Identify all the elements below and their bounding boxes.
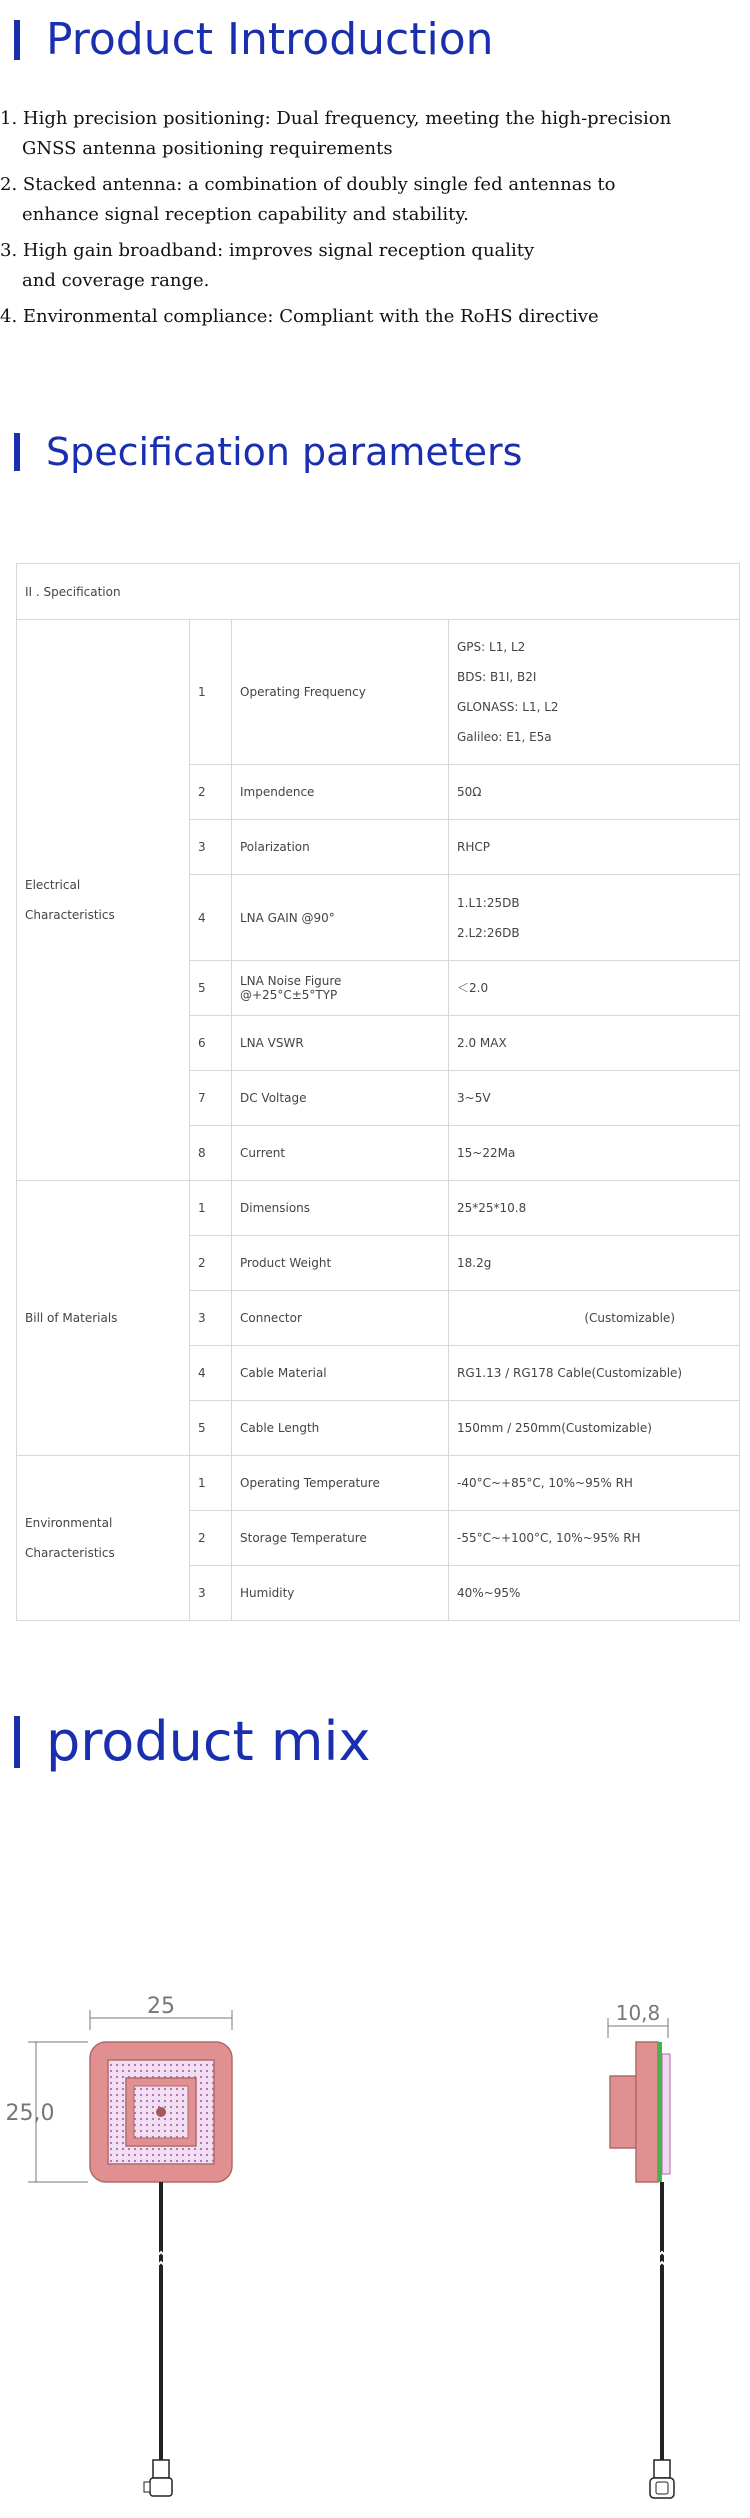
- spec-param-value: [449, 1181, 740, 1236]
- spec-param-value: [449, 875, 740, 961]
- side-radiator: [610, 2076, 636, 2148]
- thickness-dimension-label: 10,8: [615, 2001, 661, 2025]
- spec-value-line: RG1.13 / RG178 Cable(Customizable): [457, 1366, 683, 1380]
- spec-row-number: 8: [190, 1126, 232, 1181]
- intro-item-line: 4. Environmental compliance: Compliant with the RoHS directive: [0, 306, 599, 327]
- spec-row: [17, 620, 740, 765]
- spec-param-name: Cable Material: [232, 1346, 449, 1401]
- spec-group-name-line: Characteristics: [25, 1546, 115, 1560]
- spec-value-line: BDS: B1I, B2I: [457, 670, 537, 684]
- spec-value-line: GLONASS: L1, L2: [457, 700, 559, 714]
- width-dimension-label: 25: [147, 1994, 175, 2019]
- spec-value-line: 40%~95%: [457, 1586, 521, 1600]
- spec-row-number: 7: [190, 1071, 232, 1126]
- intro-item-line: 2. Stacked antenna: a combination of doubly single fed antennas to: [0, 174, 616, 195]
- spec-table: [16, 563, 740, 1621]
- spec-value-line: GPS: L1, L2: [457, 640, 526, 654]
- spec-param-name: DC Voltage: [232, 1071, 449, 1126]
- spec-value-line: 15~22Ma: [457, 1146, 516, 1160]
- spec-param-name: Impendence: [232, 765, 449, 820]
- spec-param-name: Operating Frequency: [232, 620, 449, 765]
- intro-list: [0, 104, 740, 338]
- spec-row-number: 4: [190, 1346, 232, 1401]
- heading-bar-icon: [14, 433, 20, 471]
- spec-group-name-line: Characteristics: [25, 908, 115, 922]
- side-body: [636, 2042, 658, 2182]
- spec-param-name: Humidity: [232, 1566, 449, 1621]
- height-dimension-label: 25,0: [5, 2101, 55, 2126]
- shield-layer: [662, 2054, 670, 2174]
- heading-bar-icon: [14, 1716, 20, 1768]
- mix-heading-text: product mix: [46, 1710, 371, 1773]
- spec-param-value: [449, 765, 740, 820]
- intro-item-line: enhance signal reception capability and stability.: [22, 204, 469, 225]
- spec-heading: [14, 430, 522, 474]
- spec-param-name: Product Weight: [232, 1236, 449, 1291]
- spec-param-value: [449, 1346, 740, 1401]
- spec-row-number: 2: [190, 1236, 232, 1291]
- spec-param-name: LNA Noise Figure @+25°C±5°TYP: [232, 961, 449, 1016]
- spec-row-number: 2: [190, 765, 232, 820]
- intro-item: [0, 104, 740, 164]
- spec-value-line: (Customizable): [584, 1311, 675, 1325]
- connector-icon: [654, 2460, 670, 2478]
- intro-heading: [14, 14, 494, 65]
- intro-item-line: and coverage range.: [22, 270, 210, 291]
- spec-param-name: Dimensions: [232, 1181, 449, 1236]
- spec-row-number: 1: [190, 1456, 232, 1511]
- spec-row-number: 1: [190, 620, 232, 765]
- spec-row-number: 4: [190, 875, 232, 961]
- spec-row-number: 6: [190, 1016, 232, 1071]
- spec-row-number: 5: [190, 961, 232, 1016]
- spec-param-value: [449, 1016, 740, 1071]
- spec-param-name: LNA GAIN @90°: [232, 875, 449, 961]
- spec-value-line: 2.L2:26DB: [457, 925, 520, 940]
- spec-row-number: 5: [190, 1401, 232, 1456]
- spec-group-name-line: Bill of Materials: [25, 1311, 118, 1325]
- intro-item-line: 3. High gain broadband: improves signal reception quality: [0, 240, 535, 261]
- spec-param-value: [449, 961, 740, 1016]
- spec-param-value: [449, 1456, 740, 1511]
- spec-group-name: [17, 1181, 190, 1456]
- spec-param-value: [449, 1071, 740, 1126]
- spec-heading-text: Specification parameters: [46, 430, 523, 474]
- spec-title-row: [17, 564, 740, 620]
- spec-value-line: -55°C~+100°C, 10%~95% RH: [457, 1531, 641, 1545]
- product-diagram: [0, 1960, 750, 2518]
- spec-param-name: Current: [232, 1126, 449, 1181]
- intro-heading-text: Product Introduction: [46, 14, 494, 65]
- spec-value-line: 1.L1:25DB: [457, 895, 520, 910]
- spec-row: [17, 1181, 740, 1236]
- feed-point-icon: [156, 2107, 166, 2117]
- intro-item: [0, 236, 740, 296]
- spec-param-name: LNA VSWR: [232, 1016, 449, 1071]
- spec-row-number: 2: [190, 1511, 232, 1566]
- spec-param-name: Operating Temperature: [232, 1456, 449, 1511]
- spec-value-line: 25*25*10.8: [457, 1201, 527, 1215]
- spec-value-line: RHCP: [457, 840, 490, 854]
- spec-value-line: 150mm / 250mm(Customizable): [457, 1421, 652, 1435]
- intro-item: [0, 170, 740, 230]
- intro-item: [0, 302, 740, 332]
- spec-value-line: -40°C~+85°C, 10%~95% RH: [457, 1476, 633, 1490]
- spec-param-name: Polarization: [232, 820, 449, 875]
- intro-item-line: 1. High precision positioning: Dual frequency, meeting the high-precision: [0, 108, 672, 129]
- spec-param-value: [449, 1291, 740, 1346]
- spec-value-line: 2.0 MAX: [457, 1036, 507, 1050]
- front-view: [6, 1994, 232, 2496]
- spec-param-value: [449, 1511, 740, 1566]
- spec-row-number: 3: [190, 820, 232, 875]
- spec-row-number: 1: [190, 1181, 232, 1236]
- spec-row-number: 3: [190, 1566, 232, 1621]
- side-view: [608, 2001, 674, 2498]
- spec-param-name: Connector: [232, 1291, 449, 1346]
- pcb-layer: [658, 2042, 662, 2182]
- intro-item-line: GNSS antenna positioning requirements: [22, 138, 393, 159]
- spec-table-title: II . Specification: [17, 564, 740, 620]
- spec-param-value: [449, 620, 740, 765]
- mix-heading: [14, 1710, 370, 1773]
- heading-bar-icon: [14, 20, 20, 60]
- spec-group-name-line: Electrical: [25, 878, 81, 892]
- spec-row-number: 3: [190, 1291, 232, 1346]
- spec-param-value: [449, 1401, 740, 1456]
- spec-param-value: [449, 820, 740, 875]
- spec-value-line: 50Ω: [457, 785, 482, 799]
- spec-value-line: Galileo: E1, E5a: [457, 730, 552, 744]
- spec-value-line: 18.2g: [457, 1256, 492, 1270]
- spec-param-value: [449, 1126, 740, 1181]
- spec-group-name-line: Environmental: [25, 1516, 113, 1530]
- spec-group-name: [17, 620, 190, 1181]
- spec-group-name: [17, 1456, 190, 1621]
- connector-icon: [153, 2460, 169, 2478]
- spec-param-value: [449, 1566, 740, 1621]
- spec-param-name: Cable Length: [232, 1401, 449, 1456]
- spec-value-line: ＜2.0: [457, 981, 489, 995]
- spec-value-line: 3~5V: [457, 1091, 491, 1105]
- spec-param-value: [449, 1236, 740, 1291]
- spec-param-name: Storage Temperature: [232, 1511, 449, 1566]
- spec-row: [17, 1456, 740, 1511]
